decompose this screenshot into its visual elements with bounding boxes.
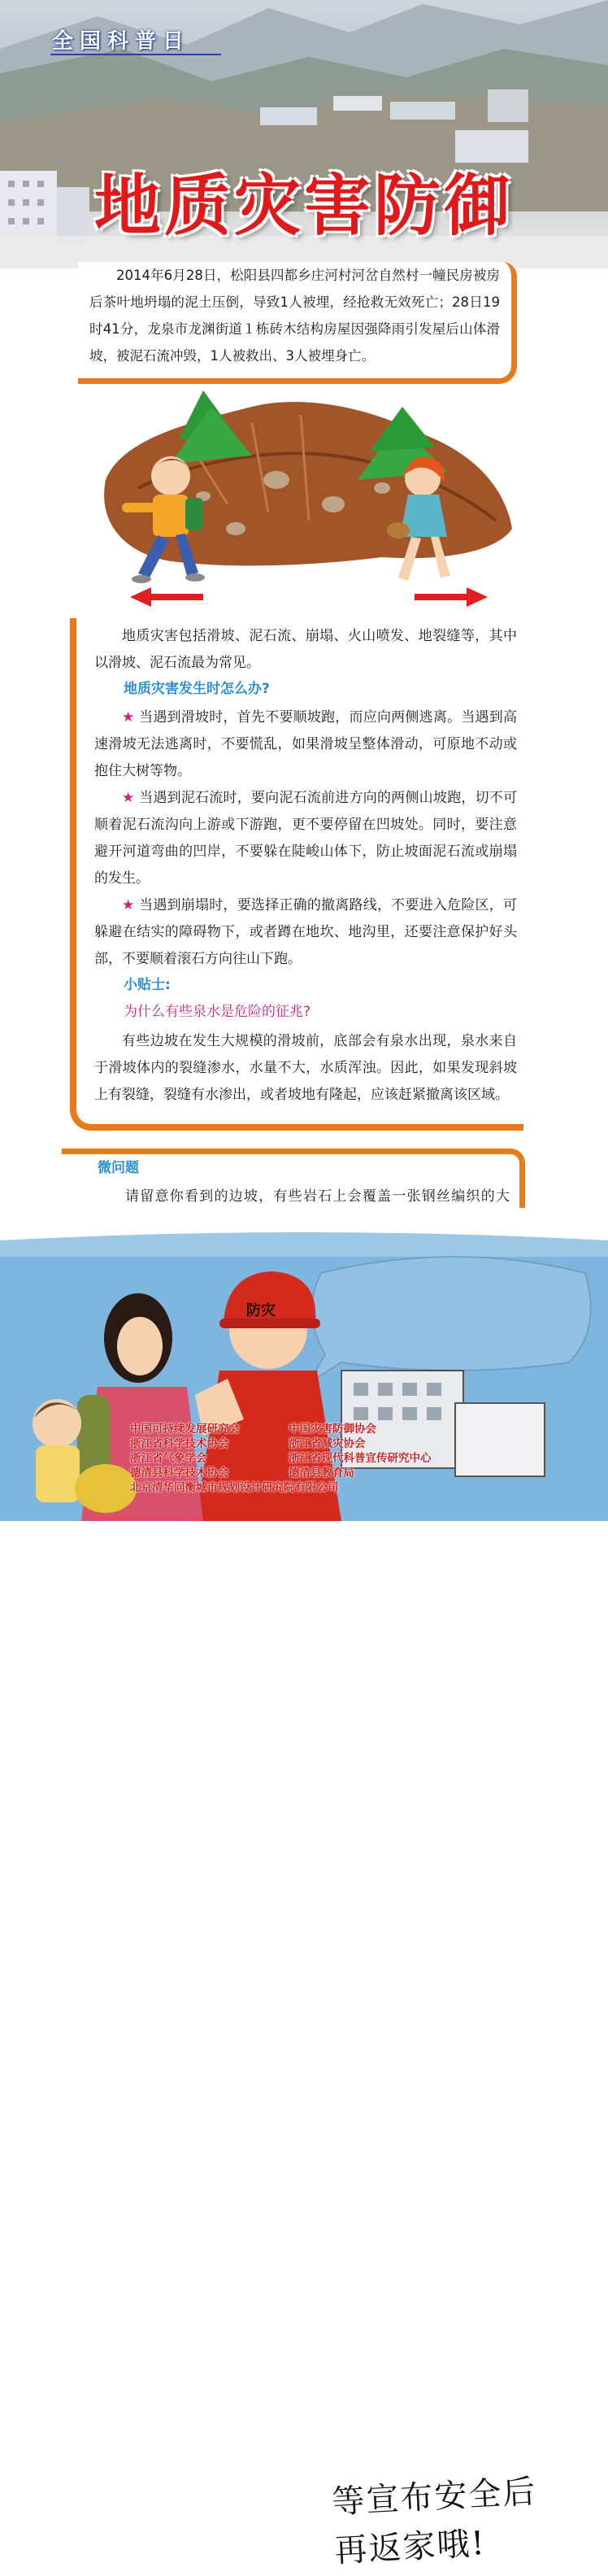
tip-landslide-text: 当遇到滑坡时，首先不要顺坡跑，而应向两侧逃离。当遇到高速滑坡无法逃离时，不要慌乱，如果滑坡呈整体滑动，可原地不动或抱住大树等物。 [94,709,517,779]
intro-card [78,262,517,384]
credit-item: 德清县教育局 [289,1467,354,1480]
star-icon: ★ [122,790,135,806]
escape-arrow-right-icon [415,587,488,607]
what-to-do-heading: 地质灾害发生时怎么办? [124,681,270,697]
question-heading: 微问题 [98,1160,139,1176]
spring-question: 为什么有些泉水是危险的征兆? [124,1004,311,1020]
question-text: 请留意你看到的边坡，有些岩石上会覆盖一张钢丝编织的大 [125,1188,510,1205]
science-day-badge: 全国科普日 [52,29,191,54]
helmet-label: 防灾 [246,1302,276,1319]
credit-item: 浙江省科学技术协会 [130,1437,229,1450]
speech-bubble-text [331,2467,541,2575]
star-icon: ★ [122,709,135,726]
credits-row [130,1451,504,1466]
landslide-illustration [89,390,520,610]
tip-collapse-text: 当遇到崩塌时，要选择正确的撤离路线，不要进入危险区，可躲避在结实的障碍物下，或者蹲在地坎、地沟里，还要注意保护好头部，不要顺着滚石方向往山下跑。 [94,897,517,967]
tip-collapse [94,892,517,973]
credits-row [130,1422,504,1436]
credit-item: 中国灾害防御协会 [289,1423,376,1436]
tip-mudflow-text: 当遇到泥石流时，要向泥石流前进方向的两侧山坡跑，切不可顺着泥石流沟向上游或下游跑，更不要停留在凹坡处。同时，要注意避开河道弯曲的凹岸，不要躲在陡峻山体下，防止坡面泥石流或崩塌的发生。 [94,790,517,887]
badge-underline [50,54,221,55]
credit-item: 北京清华同衡城市规划设计研究院有限公司 [130,1481,339,1494]
organizer-credits [130,1422,504,1495]
star-icon: ★ [122,897,135,913]
credits-row [130,1466,504,1480]
spring-answer-text: 有些边坡在发生大规模的滑坡前，底部会有泉水出现，泉水来自于滑坡体内的裂缝渗水，水量不大，水质浑浊。因此，如果发现斜坡上有裂缝，裂缝有水渗出，或者坡地有隆起，应该赶紧撤离该区域。 [94,1033,517,1103]
credit-item: 德清县科学技术协会 [130,1467,229,1480]
disaster-types-text: 地质灾害包括滑坡、泥石流、崩塌、火山喷发、地裂缝等，其中以滑坡、泥石流最为常见。 [94,628,517,671]
intro-text: 2014年6月28日，松阳县四都乡庄河村河岔自然村一幢民房被房后茶叶地坍塌的泥土压倒，导致1人被埋，经抢救无效死亡；28日19时41分，龙泉市龙渊街道１栋砖木结构房屋因强降雨引发屋后山体滑坡，被泥石流冲毁，1人被救出、3人被埋身亡。 [89,268,500,364]
credit-item: 中国可持续发展研究会 [130,1423,240,1436]
speech-line-1: 等宣布安全后 [331,2473,538,2522]
credits-row [130,1436,504,1451]
main-content-card [70,618,523,1131]
hero-photo [0,0,608,268]
credit-item: 浙江省气象学会 [130,1452,207,1465]
tips-heading: 小贴士: [124,977,171,993]
tip-landslide [94,704,517,785]
credit-item: 浙江省现代科普宣传研究中心 [289,1452,432,1465]
speech-line-2: 再返家哦! [333,2524,487,2570]
credit-item: 浙江省减灾协会 [289,1437,366,1450]
tip-mudflow [94,785,517,892]
page-title: 地质灾害防御 [93,168,514,245]
escape-arrow-left-icon [130,587,203,607]
